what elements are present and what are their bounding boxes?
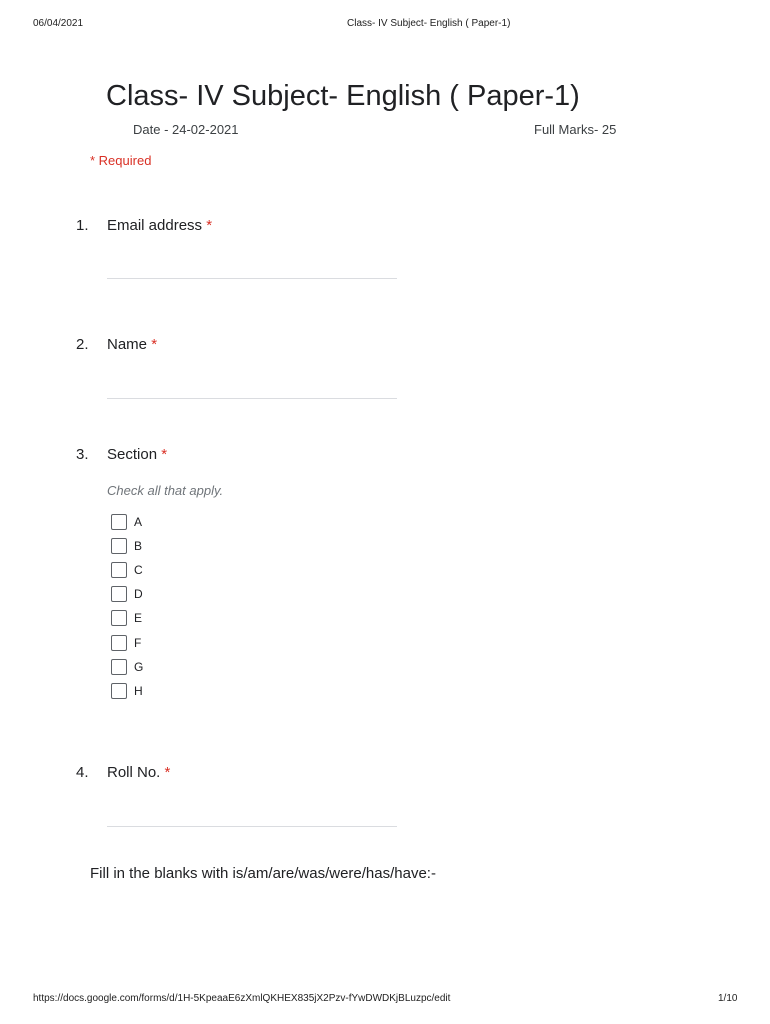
option-label: C — [134, 563, 143, 577]
required-star: * — [206, 217, 213, 234]
section-option-a[interactable] — [111, 513, 142, 531]
checkbox[interactable] — [111, 586, 127, 602]
print-url: https://docs.google.com/forms/d/1H-5KpeaaE6zXmlQKHEX835jX2Pzv-fYwDWDKjBLuzpc/edit — [33, 993, 451, 1004]
form-date: Date - 24-02-2021 — [133, 122, 239, 137]
section-option-c[interactable] — [111, 561, 143, 579]
roll-no-input[interactable] — [107, 826, 397, 827]
checkbox[interactable] — [111, 538, 127, 554]
question-number: 3. — [76, 446, 89, 463]
form-title: Class- IV Subject- English ( Paper-1) — [106, 80, 580, 112]
checkbox[interactable] — [111, 562, 127, 578]
section-option-b[interactable] — [111, 537, 142, 555]
option-label: B — [134, 539, 143, 553]
checkbox[interactable] — [111, 635, 127, 651]
question-text: Email address — [107, 217, 203, 234]
checkbox[interactable] — [111, 514, 127, 530]
option-label: D — [134, 587, 143, 601]
question-number: 4. — [76, 764, 89, 781]
section-hint: Check all that apply. — [107, 483, 224, 498]
option-label: F — [134, 636, 142, 650]
option-label: E — [134, 611, 143, 625]
option-label: G — [134, 660, 144, 674]
question-email-label — [107, 217, 212, 234]
question-number: 1. — [76, 217, 89, 234]
print-page-number: 1/10 — [718, 993, 738, 1004]
option-label: A — [134, 515, 143, 529]
question-text: Roll No. — [107, 764, 161, 781]
question-name-label — [107, 336, 157, 353]
required-note: * Required — [90, 153, 152, 168]
print-date: 06/04/2021 — [33, 18, 84, 29]
print-title: Class- IV Subject- English ( Paper-1) — [347, 18, 511, 29]
required-star: * — [164, 764, 171, 781]
question-number: 2. — [76, 336, 89, 353]
checkbox[interactable] — [111, 683, 127, 699]
question-roll-label — [107, 764, 170, 781]
section-option-f[interactable] — [111, 634, 141, 652]
required-star: * — [161, 446, 168, 463]
question-section-label — [107, 446, 167, 463]
section-option-g[interactable] — [111, 658, 143, 676]
name-input[interactable] — [107, 398, 397, 399]
form-full-marks: Full Marks- 25 — [534, 122, 617, 137]
question-text: Section — [107, 446, 158, 463]
checkbox[interactable] — [111, 610, 127, 626]
required-star: * — [151, 336, 158, 353]
checkbox[interactable] — [111, 659, 127, 675]
section-option-d[interactable] — [111, 585, 143, 603]
section-option-h[interactable] — [111, 682, 143, 700]
question-text: Name — [107, 336, 148, 353]
option-label: H — [134, 684, 143, 698]
section-option-e[interactable] — [111, 609, 142, 627]
fill-blanks-instruction: Fill in the blanks with is/am/are/was/were/has/have:- — [90, 865, 436, 882]
email-input[interactable] — [107, 278, 397, 279]
